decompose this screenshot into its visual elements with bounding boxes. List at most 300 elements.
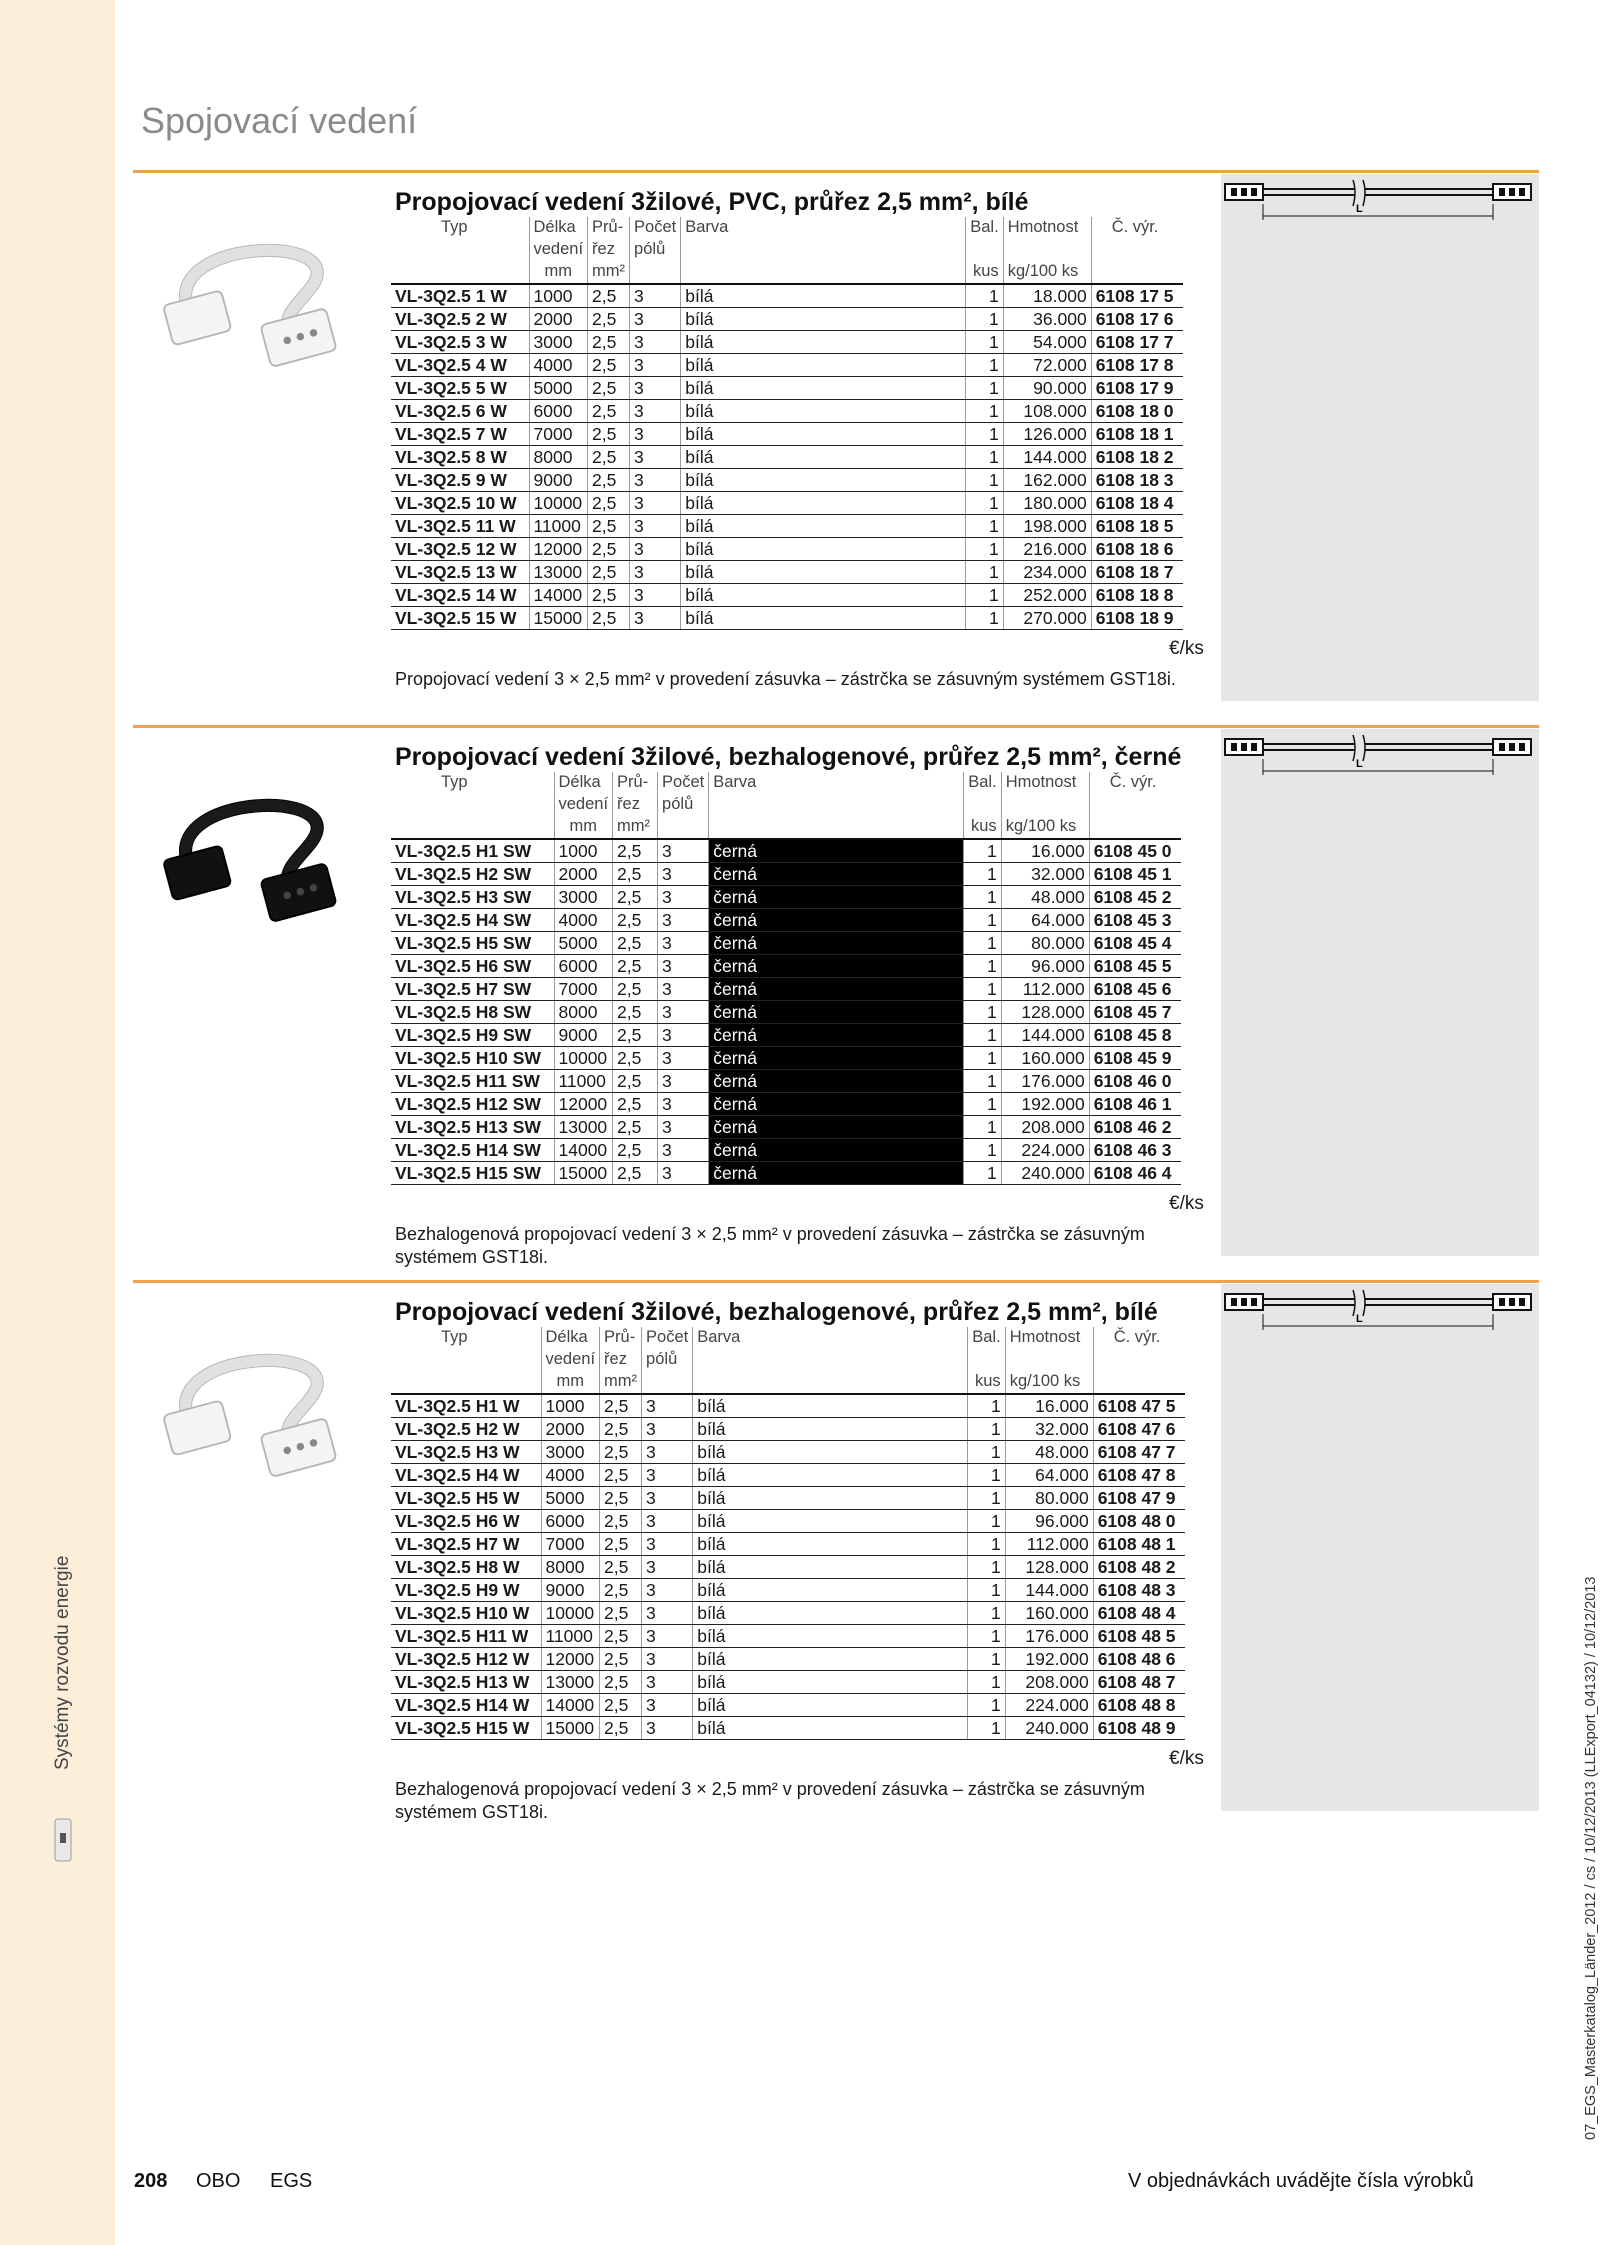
row-item-number: 6108 48 1 [1093, 1533, 1185, 1556]
row-poles: 3 [630, 561, 681, 584]
row-cross-section: 2,5 [613, 1047, 658, 1070]
row-type: VL-3Q2.5 H14 SW [391, 1139, 554, 1162]
header-blank [964, 794, 1001, 816]
row-packaging: 1 [968, 1579, 1005, 1602]
row-length: 8000 [541, 1556, 600, 1579]
row-type: VL-3Q2.5 H6 SW [391, 955, 554, 978]
row-type: VL-3Q2.5 5 W [391, 377, 529, 400]
row-weight: 90.000 [1003, 377, 1091, 400]
row-item-number: 6108 17 8 [1091, 354, 1183, 377]
table-row [391, 1116, 1181, 1139]
row-cross-section: 2,5 [600, 1694, 642, 1717]
row-type: VL-3Q2.5 H6 W [391, 1510, 541, 1533]
header-weight: Hmotnost [1001, 772, 1089, 794]
row-weight: 176.000 [1005, 1625, 1093, 1648]
row-packaging: 1 [964, 1162, 1001, 1185]
row-item-number: 6108 47 9 [1093, 1487, 1185, 1510]
row-weight: 72.000 [1003, 354, 1091, 377]
table-row [391, 308, 1183, 331]
row-item-number: 6108 48 7 [1093, 1671, 1185, 1694]
row-type: VL-3Q2.5 H9 W [391, 1579, 541, 1602]
row-color: černá [709, 955, 964, 978]
cable-photo [141, 226, 381, 376]
table-row [391, 909, 1181, 932]
row-color: bílá [693, 1418, 968, 1441]
section-title: Propojovací vedení 3žilové, bezhalogenové, průřez 2,5 mm², bílé [395, 1298, 1158, 1326]
row-packaging: 1 [968, 1464, 1005, 1487]
row-length: 10000 [529, 492, 588, 515]
row-cross-section: 2,5 [600, 1441, 642, 1464]
row-item-number: 6108 18 2 [1091, 446, 1183, 469]
row-poles: 3 [642, 1671, 693, 1694]
row-packaging: 1 [964, 909, 1001, 932]
row-packaging: 1 [964, 1047, 1001, 1070]
row-length: 9000 [529, 469, 588, 492]
row-packaging: 1 [968, 1648, 1005, 1671]
product-section [133, 725, 1539, 1270]
table-row [391, 446, 1183, 469]
unit-weight: kg/100 ks [1003, 261, 1091, 284]
row-cross-section: 2,5 [600, 1533, 642, 1556]
row-color: bílá [681, 469, 966, 492]
row-weight: 16.000 [1005, 1394, 1093, 1418]
row-item-number: 6108 18 5 [1091, 515, 1183, 538]
table-row [391, 584, 1183, 607]
row-poles: 3 [658, 1024, 709, 1047]
header-cross-section-2: řez [613, 794, 658, 816]
header-blank [966, 239, 1003, 261]
spec-table [391, 217, 1183, 630]
row-color: bílá [693, 1394, 968, 1418]
row-cross-section: 2,5 [613, 932, 658, 955]
row-length: 10000 [541, 1602, 600, 1625]
row-poles: 3 [658, 1139, 709, 1162]
row-weight: 144.000 [1003, 446, 1091, 469]
row-poles: 3 [630, 469, 681, 492]
row-poles: 3 [630, 308, 681, 331]
row-length: 11000 [541, 1625, 600, 1648]
header-color: Barva [693, 1327, 968, 1349]
row-type: VL-3Q2.5 15 W [391, 607, 529, 630]
unit-blank [681, 261, 966, 284]
row-cross-section: 2,5 [588, 423, 630, 446]
row-cross-section: 2,5 [613, 1001, 658, 1024]
row-weight: 112.000 [1001, 978, 1089, 1001]
row-item-number: 6108 45 8 [1089, 1024, 1181, 1047]
row-packaging: 1 [966, 377, 1003, 400]
header-blank [693, 1349, 968, 1371]
row-packaging: 1 [968, 1394, 1005, 1418]
product-line: EGS [270, 2170, 313, 2192]
row-packaging: 1 [968, 1418, 1005, 1441]
unit-blank [1093, 1371, 1185, 1394]
unit-blank [642, 1371, 693, 1394]
row-type: VL-3Q2.5 H4 W [391, 1464, 541, 1487]
row-packaging: 1 [966, 308, 1003, 331]
row-color: bílá [693, 1579, 968, 1602]
row-length: 14000 [541, 1694, 600, 1717]
row-type: VL-3Q2.5 H12 SW [391, 1093, 554, 1116]
row-length: 3000 [529, 331, 588, 354]
row-length: 9000 [541, 1579, 600, 1602]
row-type: VL-3Q2.5 H7 SW [391, 978, 554, 1001]
header-packaging: Bal. [968, 1327, 1005, 1349]
row-length: 6000 [554, 955, 613, 978]
row-weight: 112.000 [1005, 1533, 1093, 1556]
row-weight: 208.000 [1001, 1116, 1089, 1139]
row-packaging: 1 [964, 886, 1001, 909]
row-weight: 96.000 [1005, 1510, 1093, 1533]
row-packaging: 1 [968, 1510, 1005, 1533]
row-length: 7000 [554, 978, 613, 1001]
row-weight: 240.000 [1005, 1717, 1093, 1740]
header-blank [1089, 794, 1181, 816]
row-weight: 234.000 [1003, 561, 1091, 584]
table-row [391, 1093, 1181, 1116]
row-weight: 54.000 [1003, 331, 1091, 354]
row-color: černá [709, 839, 964, 863]
row-poles: 3 [630, 584, 681, 607]
table-row [391, 1070, 1181, 1093]
row-color: černá [709, 909, 964, 932]
row-poles: 3 [642, 1487, 693, 1510]
price-unit: €/ks [1169, 638, 1204, 659]
row-length: 4000 [541, 1464, 600, 1487]
table-row [391, 932, 1181, 955]
row-cross-section: 2,5 [613, 1116, 658, 1139]
table-row [391, 284, 1183, 308]
row-color: bílá [681, 515, 966, 538]
row-type: VL-3Q2.5 H15 SW [391, 1162, 554, 1185]
row-cross-section: 2,5 [613, 1093, 658, 1116]
unit-blank [693, 1371, 968, 1394]
row-packaging: 1 [966, 400, 1003, 423]
header-color: Barva [709, 772, 964, 794]
header-cross-section-2: řez [588, 239, 630, 261]
row-poles: 3 [642, 1625, 693, 1648]
header-color: Barva [681, 217, 966, 239]
table-row [391, 1047, 1181, 1070]
row-poles: 3 [658, 955, 709, 978]
row-type: VL-3Q2.5 4 W [391, 354, 529, 377]
row-type: VL-3Q2.5 7 W [391, 423, 529, 446]
row-packaging: 1 [964, 1070, 1001, 1093]
row-packaging: 1 [966, 492, 1003, 515]
table-row [391, 1394, 1185, 1418]
dimension-label: L [1356, 1313, 1363, 1325]
row-packaging: 1 [966, 284, 1003, 308]
row-cross-section: 2,5 [600, 1510, 642, 1533]
row-packaging: 1 [964, 1024, 1001, 1047]
row-type: VL-3Q2.5 13 W [391, 561, 529, 584]
row-poles: 3 [642, 1717, 693, 1740]
row-item-number: 6108 18 0 [1091, 400, 1183, 423]
table-row [391, 1579, 1185, 1602]
table-header-row [391, 1349, 1185, 1371]
product-section [133, 170, 1539, 715]
row-color: bílá [693, 1717, 968, 1740]
table-row [391, 1625, 1185, 1648]
row-type: VL-3Q2.5 H4 SW [391, 909, 554, 932]
row-poles: 3 [658, 978, 709, 1001]
row-length: 5000 [541, 1487, 600, 1510]
row-length: 15000 [541, 1717, 600, 1740]
row-poles: 3 [630, 446, 681, 469]
header-length-2: vedení [554, 794, 613, 816]
table-row [391, 515, 1183, 538]
row-color: bílá [693, 1441, 968, 1464]
row-item-number: 6108 46 2 [1089, 1116, 1181, 1139]
row-color: černá [709, 1162, 964, 1185]
row-poles: 3 [630, 515, 681, 538]
row-cross-section: 2,5 [600, 1602, 642, 1625]
row-poles: 3 [642, 1556, 693, 1579]
row-cross-section: 2,5 [588, 284, 630, 308]
row-weight: 32.000 [1001, 863, 1089, 886]
unit-weight: kg/100 ks [1005, 1371, 1093, 1394]
table-row [391, 1001, 1181, 1024]
header-item-no: Č. výr. [1093, 1327, 1185, 1349]
row-length: 5000 [529, 377, 588, 400]
row-item-number: 6108 45 6 [1089, 978, 1181, 1001]
unit-mm: mm [554, 816, 613, 839]
row-type: VL-3Q2.5 H5 W [391, 1487, 541, 1510]
row-color: bílá [693, 1533, 968, 1556]
header-length: Délka [529, 217, 588, 239]
row-packaging: 1 [968, 1533, 1005, 1556]
unit-mm: mm [529, 261, 588, 284]
row-poles: 3 [630, 538, 681, 561]
row-color: černá [709, 978, 964, 1001]
row-color: černá [709, 1001, 964, 1024]
header-packaging: Bal. [964, 772, 1001, 794]
table-row [391, 469, 1183, 492]
dimension-drawing [1221, 174, 1539, 234]
row-type: VL-3Q2.5 H3 W [391, 1441, 541, 1464]
row-length: 13000 [554, 1116, 613, 1139]
row-length: 13000 [541, 1671, 600, 1694]
row-color: bílá [681, 538, 966, 561]
row-type: VL-3Q2.5 H11 W [391, 1625, 541, 1648]
row-weight: 180.000 [1003, 492, 1091, 515]
row-length: 15000 [554, 1162, 613, 1185]
price-unit: €/ks [1169, 1193, 1204, 1214]
header-blank [1005, 1349, 1093, 1371]
price-unit: €/ks [1169, 1748, 1204, 1769]
row-color: bílá [681, 400, 966, 423]
row-weight: 126.000 [1003, 423, 1091, 446]
row-item-number: 6108 47 7 [1093, 1441, 1185, 1464]
row-color: bílá [681, 446, 966, 469]
row-cross-section: 2,5 [613, 955, 658, 978]
unit-blank [658, 816, 709, 839]
row-color: černá [709, 1070, 964, 1093]
header-cross-section: Prů- [600, 1327, 642, 1349]
row-type: VL-3Q2.5 14 W [391, 584, 529, 607]
row-cross-section: 2,5 [588, 331, 630, 354]
row-type: VL-3Q2.5 H1 SW [391, 839, 554, 863]
row-length: 4000 [529, 354, 588, 377]
left-margin-strip [0, 0, 115, 2245]
row-weight: 198.000 [1003, 515, 1091, 538]
table-row [391, 1139, 1181, 1162]
row-type: VL-3Q2.5 H10 W [391, 1602, 541, 1625]
header-item-no: Č. výr. [1089, 772, 1181, 794]
row-cross-section: 2,5 [613, 1139, 658, 1162]
table-row [391, 1717, 1185, 1740]
row-item-number: 6108 46 3 [1089, 1139, 1181, 1162]
row-item-number: 6108 17 7 [1091, 331, 1183, 354]
row-length: 11000 [529, 515, 588, 538]
row-type: VL-3Q2.5 10 W [391, 492, 529, 515]
row-weight: 252.000 [1003, 584, 1091, 607]
row-weight: 36.000 [1003, 308, 1091, 331]
row-item-number: 6108 18 3 [1091, 469, 1183, 492]
row-length: 1000 [554, 839, 613, 863]
header-blank [681, 239, 966, 261]
unit-pieces: kus [964, 816, 1001, 839]
order-note: V objednávkách uvádějte čísla výrobků [1128, 2170, 1474, 2192]
spec-table [391, 1327, 1185, 1740]
row-item-number: 6108 45 0 [1089, 839, 1181, 863]
row-packaging: 1 [964, 932, 1001, 955]
row-cross-section: 2,5 [588, 538, 630, 561]
row-type: VL-3Q2.5 H15 W [391, 1717, 541, 1740]
section-description: Bezhalogenová propojovací vedení 3 × 2,5 mm² v provedení zásuvka – zástrčka se zásuvným systémem GST18i. [395, 1224, 1145, 1267]
row-poles: 3 [642, 1441, 693, 1464]
header-blank [1091, 239, 1183, 261]
row-packaging: 1 [968, 1671, 1005, 1694]
row-weight: 216.000 [1003, 538, 1091, 561]
row-length: 6000 [541, 1510, 600, 1533]
table-row [391, 1533, 1185, 1556]
row-packaging: 1 [964, 955, 1001, 978]
row-item-number: 6108 45 1 [1089, 863, 1181, 886]
table-row [391, 863, 1181, 886]
row-color: černá [709, 1024, 964, 1047]
row-poles: 3 [630, 377, 681, 400]
header-poles: Počet [630, 217, 681, 239]
header-length-2: vedení [529, 239, 588, 261]
row-poles: 3 [658, 1070, 709, 1093]
row-packaging: 1 [966, 331, 1003, 354]
row-type: VL-3Q2.5 H8 W [391, 1556, 541, 1579]
row-weight: 128.000 [1001, 1001, 1089, 1024]
row-weight: 64.000 [1005, 1464, 1093, 1487]
table-header-row [391, 239, 1183, 261]
row-type: VL-3Q2.5 H2 W [391, 1418, 541, 1441]
row-poles: 3 [658, 839, 709, 863]
row-weight: 270.000 [1003, 607, 1091, 630]
table-row [391, 423, 1183, 446]
row-length: 4000 [554, 909, 613, 932]
row-item-number: 6108 46 1 [1089, 1093, 1181, 1116]
table-row [391, 331, 1183, 354]
row-type: VL-3Q2.5 H10 SW [391, 1047, 554, 1070]
dimension-drawing [1221, 729, 1539, 789]
row-weight: 32.000 [1005, 1418, 1093, 1441]
row-length: 3000 [541, 1441, 600, 1464]
table-row [391, 1556, 1185, 1579]
row-type: VL-3Q2.5 9 W [391, 469, 529, 492]
row-packaging: 1 [964, 1139, 1001, 1162]
row-length: 7000 [529, 423, 588, 446]
unit-blank [391, 816, 554, 839]
row-poles: 3 [642, 1694, 693, 1717]
row-color: bílá [681, 308, 966, 331]
row-item-number: 6108 45 7 [1089, 1001, 1181, 1024]
row-type: VL-3Q2.5 H2 SW [391, 863, 554, 886]
row-cross-section: 2,5 [588, 469, 630, 492]
row-poles: 3 [630, 423, 681, 446]
table-row [391, 1024, 1181, 1047]
row-cross-section: 2,5 [588, 354, 630, 377]
section-title: Propojovací vedení 3žilové, bezhalogenové, průřez 2,5 mm², černé [395, 743, 1182, 771]
section-title: Propojovací vedení 3žilové, PVC, průřez 2,5 mm², bílé [395, 188, 1029, 216]
row-cross-section: 2,5 [588, 377, 630, 400]
row-cross-section: 2,5 [613, 1162, 658, 1185]
row-color: bílá [681, 584, 966, 607]
header-typ: Typ [441, 218, 468, 236]
table-row [391, 1602, 1185, 1625]
row-poles: 3 [642, 1648, 693, 1671]
table-unit-row [391, 1371, 1185, 1394]
table-row [391, 1648, 1185, 1671]
section-description: Bezhalogenová propojovací vedení 3 × 2,5 mm² v provedení zásuvka – zástrčka se zásuvným systémem GST18i. [395, 1779, 1145, 1822]
row-poles: 3 [658, 1001, 709, 1024]
row-length: 11000 [554, 1070, 613, 1093]
row-cross-section: 2,5 [600, 1487, 642, 1510]
table-body [391, 839, 1181, 1185]
row-weight: 96.000 [1001, 955, 1089, 978]
row-packaging: 1 [964, 1001, 1001, 1024]
row-weight: 108.000 [1003, 400, 1091, 423]
header-poles: Počet [658, 772, 709, 794]
row-item-number: 6108 48 3 [1093, 1579, 1185, 1602]
header-item-no: Č. výr. [1091, 217, 1183, 239]
row-packaging: 1 [966, 607, 1003, 630]
header-poles-2: pólů [658, 794, 709, 816]
brand-name: OBO [196, 2170, 241, 2192]
header-cross-section: Prů- [588, 217, 630, 239]
row-type: VL-3Q2.5 3 W [391, 331, 529, 354]
row-cross-section: 2,5 [588, 607, 630, 630]
row-cross-section: 2,5 [600, 1464, 642, 1487]
row-length: 6000 [529, 400, 588, 423]
row-length: 10000 [554, 1047, 613, 1070]
row-weight: 162.000 [1003, 469, 1091, 492]
row-cross-section: 2,5 [600, 1648, 642, 1671]
row-packaging: 1 [968, 1625, 1005, 1648]
row-item-number: 6108 17 6 [1091, 308, 1183, 331]
spec-table [391, 772, 1181, 1185]
table-row [391, 978, 1181, 1001]
row-weight: 240.000 [1001, 1162, 1089, 1185]
header-weight: Hmotnost [1005, 1327, 1093, 1349]
row-cross-section: 2,5 [613, 909, 658, 932]
row-length: 1000 [541, 1394, 600, 1418]
row-cross-section: 2,5 [613, 1070, 658, 1093]
row-cross-section: 2,5 [613, 839, 658, 863]
unit-mm: mm [541, 1371, 600, 1394]
dimension-label: L [1356, 758, 1363, 770]
row-poles: 3 [630, 331, 681, 354]
row-color: bílá [693, 1487, 968, 1510]
row-cross-section: 2,5 [588, 515, 630, 538]
row-cross-section: 2,5 [613, 978, 658, 1001]
header-blank [968, 1349, 1005, 1371]
unit-mm2: mm² [588, 261, 630, 284]
